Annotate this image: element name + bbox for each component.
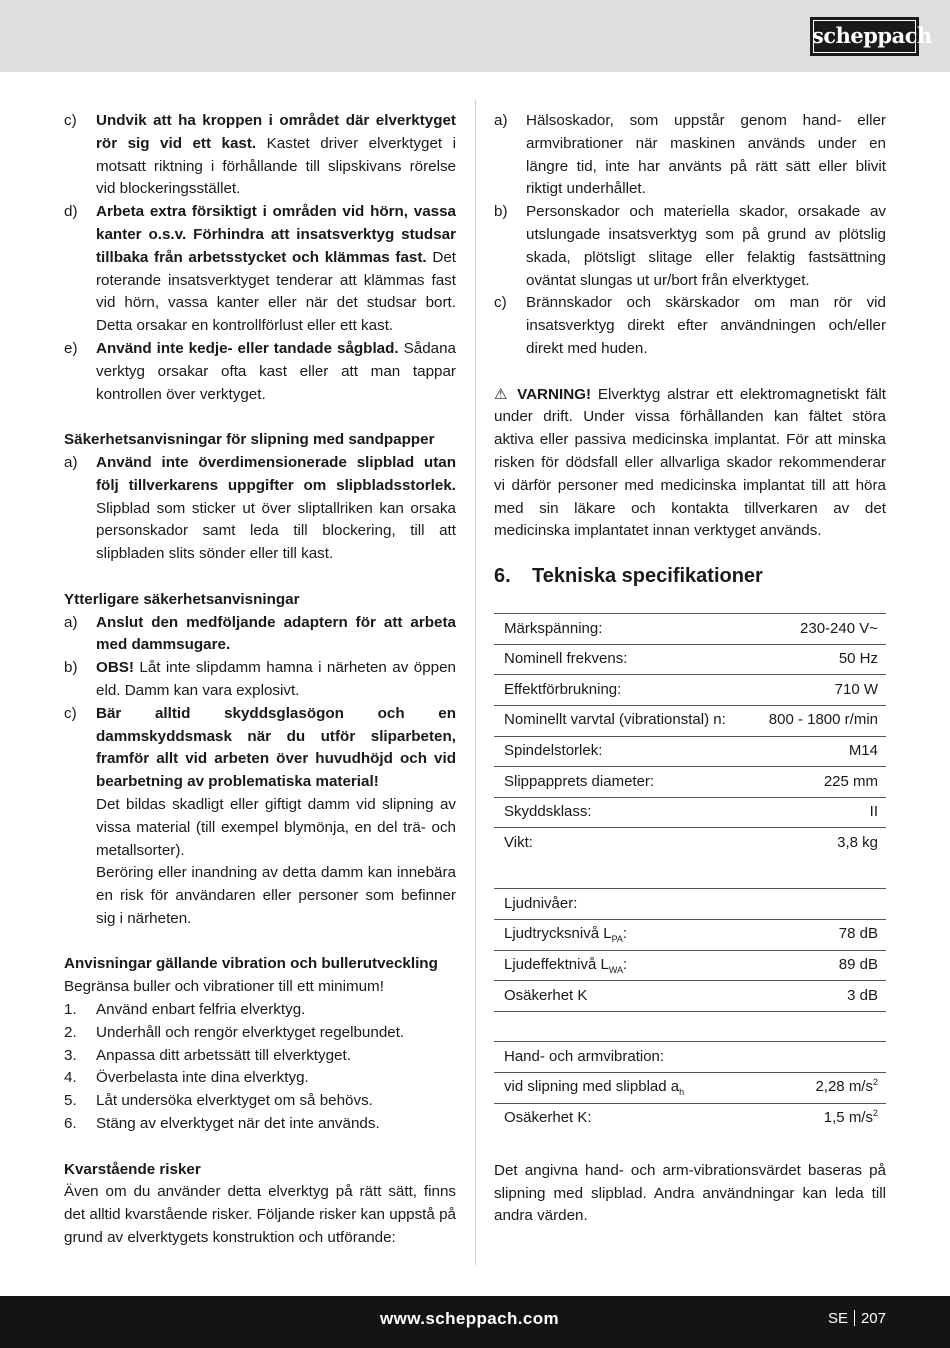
table-row: Ljudeffektnivå $L_{WA}$: 89 dB <box>494 950 886 981</box>
list-item: d) Arbeta extra försiktigt i områden vid hörn, vassa kanter o.s.v. Förhindra att insatsverktyg studsar tillbaka från arbetsstycket och klämmas fast. Det roterande insatsverktyget tenderar att klämmas fast vid hörn, vassa kanter eller när det studsar bort. Detta orsakar en kontrollförlust eller ett kast. <box>64 203 456 335</box>
table-row: Nominell frekvens: 50 Hz <box>494 644 886 675</box>
table-row: Effektförbrukning: 710 W <box>494 675 886 706</box>
list-item: 3. Anpassa ditt arbetssätt till elverktyget. <box>64 1046 351 1064</box>
website-url: www.scheppach.com <box>380 1309 560 1328</box>
sanding-heading: Säkerhetsanvisningar för slipning med sandpapper <box>64 431 435 449</box>
list-item: 2. Underhåll och rengör elverktyget regelbundet. <box>64 1023 405 1041</box>
table-spacer-row <box>494 858 886 889</box>
list-item: a) Använd inte överdimensionerade slipblad utan följ tillverkarens uppgifter om slipbladsstorlek. Slipblad som sticker ut över sliptallriken kan orsaka personskador samt leda till blockering, till att slipbladen slits sönder eller till kast. <box>64 453 456 563</box>
table-row: Märkspänning: 230-240 V~ <box>494 614 886 645</box>
table-row: Nominellt varvtal (vibrationstal) n: 800 - 1800 r/min <box>494 705 886 736</box>
table-row: Vikt: 3,8 kg <box>504 833 878 851</box>
list-item: a) Hälsoskador, som uppstår genom hand- eller armvibrationer när maskinen används under en längre tid, inte har använts på rätt sätt eller blivit riktigt underhållet. <box>494 112 886 198</box>
section-heading: 6. Tekniska specifikationer <box>494 565 763 588</box>
list-item: 6. Stäng av elverktyget när det inte används. <box>64 1115 380 1133</box>
warning-paragraph: ⚠ VARNING! Elverktyg alstrar ett elektromagnetiskt fält under drift. Under vissa förhållanden kan fältet störa aktiva eller passiva medicinska implantat. För att minska risken för dödsfall eller allvarliga skador rekommenderar vi därför personer med medicinska implantat till att höra med sin läkare och kontakta tillverkaren av det medicinska implantatet innan verktyget används. <box>494 385 886 540</box>
vibration-intro: Begränsa buller och vibrationer till ett minimum! <box>64 978 384 996</box>
residual-risks-heading: Kvarstående risker <box>64 1160 201 1178</box>
list-item: a) Anslut den medföljande adaptern för att arbeta med dammsugare. <box>64 613 456 654</box>
residual-risks-text: Även om du använder detta elverktyg på rätt sätt, finns det alltid kvarstående risker. Följande risker kan uppstå på grund av elverktygets konstruktion och utförande: <box>64 1183 456 1247</box>
table-row: Slippapprets diameter: 225 mm <box>494 767 886 798</box>
list-item: b) Personskador och materiella skador, orsakade av utslungade insatsverktyg som på grund av plötslig skada, plötsligt slitage eller felaktig fastsättning oväntat slungas ut ur/bort från elverktyget. <box>494 203 886 289</box>
vibration-heading: Anvisningar gällande vibration och bullerutveckling <box>64 955 438 973</box>
scheppach-logo: scheppach <box>810 17 919 56</box>
page-header <box>0 0 950 72</box>
kickback-list <box>64 110 456 406</box>
table-row: Ljudnivåer: <box>494 889 886 920</box>
table-spacer-row <box>494 1011 886 1042</box>
table-row: vid slipning med slipblad $a_h$ 2,28 $m/s^2$ <box>494 1073 886 1104</box>
list-item: 5. Låt undersöka elverktyget om så behövs. <box>64 1092 373 1110</box>
table-row: Hand- och armvibration: <box>494 1042 886 1073</box>
table-row: Spindelstorlek: M14 <box>494 736 886 767</box>
table-row: Skyddsklass: II <box>494 797 886 828</box>
dust-paragraph: Det bildas skadligt eller giftigt damm vid slipning av vissa material (till exempel blymönja, en del trä- och metallsorter). <box>96 795 456 859</box>
column-divider <box>475 100 476 1265</box>
warning-icon: ⚠ <box>494 385 511 403</box>
table-row: Ljudtrycksnivå $L_{PA}$: 78 dB <box>494 920 886 951</box>
list-item: c) Bär alltid skyddsglasögon och en dammskyddsmask när du utför sliparbeten, framför allt vid arbeten över huvudhöjd och vid bearbetning av problematiska material! <box>64 704 456 791</box>
dust-paragraph: Beröring eller inandning av detta damm kan innebära en risk för användaren eller personer som befinner sig i närheten. <box>96 864 456 927</box>
list-item: 4. Överbelasta inte dina elverktyg. <box>64 1069 309 1087</box>
list-item: c) Brännskador och skärskador om man rör vid insatsverktyg direkt efter användningen och/eller direkt med huden. <box>494 294 886 357</box>
table-row: Osäkerhet K 3 dB <box>494 981 886 1012</box>
vibration-note: Det angivna hand- och arm-vibrationsvärdet baseras på slipning med slipblad. Andra användningar kan leda till andra värden. <box>494 1161 886 1225</box>
extra-safety-heading: Ytterligare säkerhetsanvisningar <box>64 590 300 608</box>
table-row: Osäkerhet K: 1,5 $m/s^2$ <box>504 1108 878 1127</box>
list-item: c) Undvik att ha kroppen i området där elverktyget rör sig vid ett kast. Kastet driver elverktyget i motsatt riktning i förhållande till slipskivans rörelse vid blockeringsstället. <box>64 112 456 198</box>
spec-table <box>494 613 886 1134</box>
list-item: b) OBS! Låt inte slipdamm hamna i närheten av öppen eld. Damm kan vara explosivt. <box>64 659 456 699</box>
page-number: SE 207 <box>827 1310 886 1327</box>
left-column <box>64 110 456 1250</box>
page-footer <box>0 1296 950 1348</box>
list-item: e) Använd inte kedje- eller tandade sågblad. Sådana verktyg orsakar ofta kast eller att man tappar kontrollen över verktyget. <box>64 339 456 403</box>
list-item: 1. Använd enbart felfria elverktyg. <box>64 1001 306 1019</box>
right-column <box>494 110 886 1228</box>
